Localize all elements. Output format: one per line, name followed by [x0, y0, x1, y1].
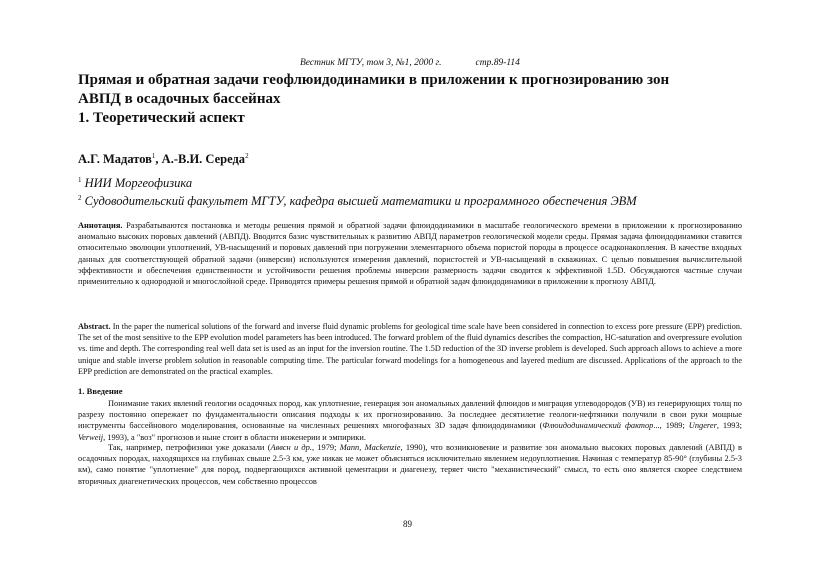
page-number: 89 — [403, 519, 412, 529]
journal-citation: Вестник МГТУ, том 3, №1, 2000 г. — [300, 58, 442, 68]
title-line-1: Прямая и обратная задачи геофлюидодинамики в приложении к прогнозированию зон — [78, 72, 670, 88]
intro-p1-text-1: Понимание таких явлений геологии осадочных пород, как уплотнение, генерация зон аномальных давлений флюидов и миграция углеводородов (УВ) из генерирующих толщ по разрезу постоянно опережает по фундаментальности описания подходы к их прогнозированию. За последнее десятилетие геологи-нефтяники получили в свои руки мощные инструменты бассейнового моделирования, основанные на численных решениях многофазных 3D задач флюидодинамики ( — [78, 399, 742, 431]
paper-title — [78, 71, 728, 128]
affiliation-1 — [78, 176, 192, 191]
intro-p1-text-2: ..., 1989; — [653, 421, 689, 431]
intro-p2-cite-2: Mann, Mackenzie — [339, 443, 401, 452]
affiliation-2 — [78, 194, 637, 209]
intro-p1-text-4: , 1993), а "воз" прогнозов и ныне стоит в области инженерии и эмпирики. — [103, 432, 366, 442]
author-1-affil-mark: 1 — [151, 152, 156, 160]
title-line-2: АВПД в осадочных бассейнах — [78, 91, 281, 107]
abstract-ru-text: Разрабатываются постановка и методы решения прямой и обратной задачи флюидодинамики в масштабе геологического времени в приложении к прогнозированию аномально высоких поровых давлений (АВПД). Вводится базис чувствительных к развитию АВПД параметров геологической модели среды. Прямая задача флюидодинамики ставится относительно эволюции уплотнений, УВ-насыщений и поровых давлений при погружении элементарного объема пористой породы в процессе осадконакопления. В качестве входных данных для соответствующей обратной задачи (инверсии) используются измерения давлений, пористостей и УВ-насыщений в скважинах. С целью повышения вычислительной эффективности и обеспечения единственности и устойчивости решения проблемы инверсии размерность задачи сводится к эффективной 1.5D. Обсуждаются частные случаи применительно к однородной и многослойной среде. Приводятся примеры решения прямой и обратной задач флюидодинамики в приложении к прогнозу АВПД. — [78, 221, 742, 287]
intro-paragraph-2 — [78, 442, 742, 487]
author-separator: , — [155, 152, 162, 167]
abstract-en-text: In the paper the numerical solutions of the forward and inverse fluid dynamic problems for geological time scale have been considered in connection to excess pore pressure (EPP) prediction. The set of the most sensitive to the EPP evolution model parameters has been introduced. The forward problem of the fluid dynamics describes the compaction, HC-saturation and overpressure evolution vs. time and depth. The corresponding real well data set is used as an input for the inversion routine. The 1.5D reduction of the 3D inverse problem is developed. Such approach allows to achieve a more unique and stable inverse problem solution in reasonable computing time. The particular forward modelings for a homogeneous and layered medium are discussed. Applications of the approach to the EPP prediction are demonstrated on the practical examples. — [78, 322, 742, 376]
intro-p2-text-2: , 1979; — [311, 443, 340, 452]
journal-header — [300, 58, 520, 68]
page-range: стр.89-114 — [475, 58, 520, 68]
intro-p2-text-1: Так, например, петрофизики уже доказали ( — [108, 443, 271, 452]
intro-p2-text-3: , 1990), что возникновение и развитие зон аномально высоких поровых давлений (АВПД) в осадочных породах, находящихся на глубинах свыше 2.5-3 км, уже никак не может объясняться исключительно явлением недоуплотнения. Начиная с температур 85-90° (глубины 2.5-3 км), само понятие "уплотнение" для пород, подвергающихся активной цементации и диагенезу, теряет чисто "механистический" смысл, то есть оно является скорее следствием вторичных диагенетических процессов, чем собственно процессов — [78, 443, 742, 486]
author-2: А.-В.И. Середа — [161, 152, 246, 167]
affiliation-1-mark: 1 — [78, 176, 82, 184]
affiliation-2-text: Судоводительский факультет МГТУ, кафедра высшей математики и программного обеспечения ЭВМ — [84, 194, 637, 209]
abstract-ru-label: Аннотация. — [78, 221, 123, 230]
abstract-russian — [78, 220, 742, 287]
section-heading-introduction: 1. Введение — [78, 386, 123, 396]
authors-line — [78, 152, 249, 167]
intro-p1-cite-3: Verweij — [78, 432, 104, 442]
intro-p2-cite-1: Аввсн и др. — [270, 443, 312, 452]
intro-paragraph-1 — [78, 398, 742, 443]
author-2-affil-mark: 2 — [245, 152, 249, 160]
intro-p1-text-3: , 1993; — [716, 421, 742, 431]
abstract-en-label: Abstract. — [78, 322, 111, 331]
author-1: А.Г. Мадатов — [78, 152, 152, 167]
abstract-english — [78, 321, 742, 377]
affiliation-2-mark: 2 — [78, 194, 82, 202]
intro-p1-cite-1: Флюидодинамический фактор — [542, 421, 654, 431]
intro-p1-cite-2: Ungerer — [688, 421, 717, 431]
affiliation-1-text: НИИ Моргеофизика — [84, 176, 193, 191]
title-line-3: 1. Теоретический аспект — [78, 110, 245, 126]
